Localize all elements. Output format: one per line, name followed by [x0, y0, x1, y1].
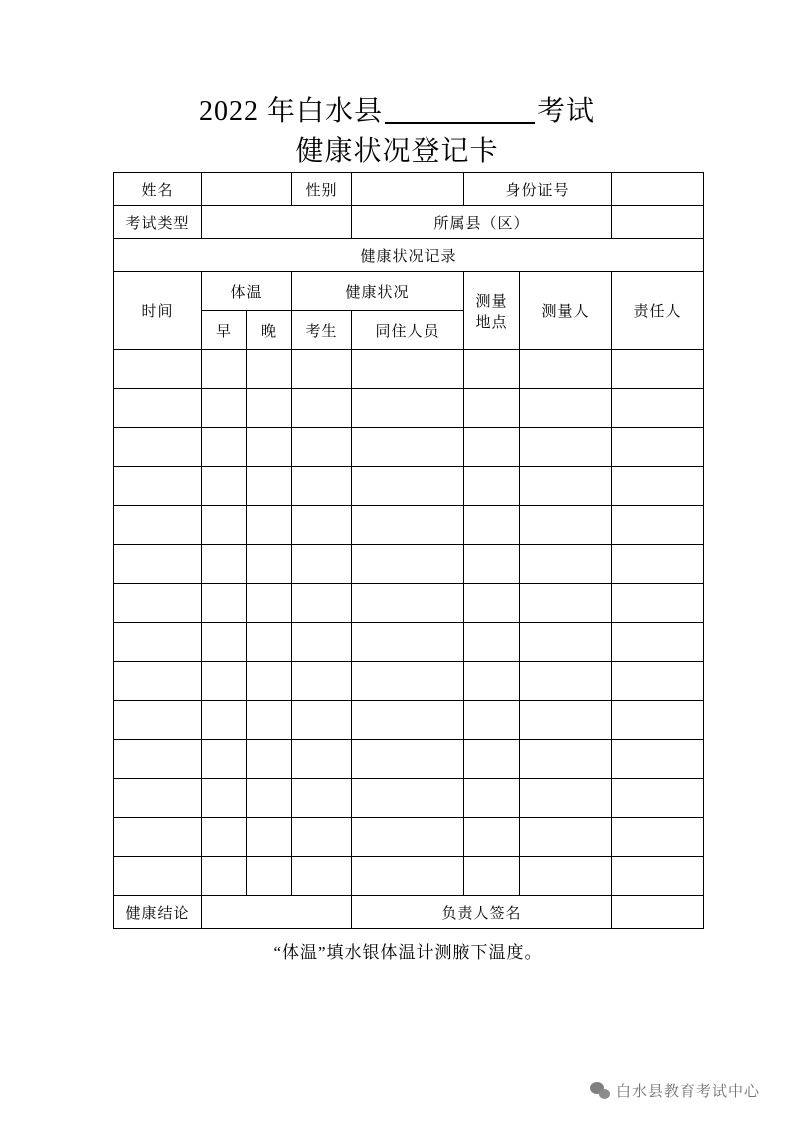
cell-examinee[interactable] — [292, 506, 352, 545]
table-row — [114, 467, 704, 506]
cell-measurer[interactable] — [520, 623, 612, 662]
title-fill-blank — [385, 96, 535, 124]
table-row — [114, 428, 704, 467]
cell-measurer[interactable] — [520, 350, 612, 389]
table-row — [114, 701, 704, 740]
wechat-icon — [590, 1082, 610, 1099]
cell-temp-morning[interactable] — [202, 467, 247, 506]
table-row — [114, 818, 704, 857]
header-measurer: 测量人 — [520, 272, 612, 350]
conclusion-label: 健康结论 — [114, 896, 202, 929]
cell-examinee[interactable] — [292, 389, 352, 428]
table-row — [114, 857, 704, 896]
cell-place[interactable] — [464, 584, 520, 623]
title-line-1 — [0, 92, 794, 132]
gender-field[interactable] — [352, 173, 464, 206]
cell-responsible[interactable] — [612, 662, 704, 701]
gender-label: 性别 — [292, 173, 352, 206]
cell-cohabitant[interactable] — [352, 623, 464, 662]
footer-watermark — [590, 1080, 760, 1101]
cell-temp-morning[interactable] — [202, 623, 247, 662]
cell-temp-evening[interactable] — [247, 545, 292, 584]
cell-temp-morning[interactable] — [202, 779, 247, 818]
header-measure-place-line1: 测量 — [475, 293, 508, 310]
cell-measurer[interactable] — [520, 467, 612, 506]
cell-cohabitant[interactable] — [352, 779, 464, 818]
cell-responsible[interactable] — [612, 623, 704, 662]
cell-examinee[interactable] — [292, 467, 352, 506]
cell-cohabitant[interactable] — [352, 467, 464, 506]
cell-temp-morning[interactable] — [202, 584, 247, 623]
table-row — [114, 506, 704, 545]
cell-temp-morning[interactable] — [202, 389, 247, 428]
name-label: 姓名 — [114, 173, 202, 206]
cell-examinee[interactable] — [292, 428, 352, 467]
table-row-section-header — [114, 239, 704, 272]
header-measure-place — [464, 272, 520, 350]
cell-examinee[interactable] — [292, 584, 352, 623]
cell-measurer[interactable] — [520, 740, 612, 779]
cell-measurer[interactable] — [520, 506, 612, 545]
header-health-examinee: 考生 — [292, 311, 352, 350]
cell-place[interactable] — [464, 545, 520, 584]
table-row — [114, 740, 704, 779]
id-number-label: 身份证号 — [464, 173, 612, 206]
table-row-identity — [114, 173, 704, 206]
cell-examinee[interactable] — [292, 545, 352, 584]
table-row — [114, 350, 704, 389]
signature-label: 负责人签名 — [352, 896, 612, 929]
cell-time[interactable] — [114, 662, 202, 701]
table-row-exam-info — [114, 206, 704, 239]
section-header-health-record: 健康状况记录 — [114, 239, 704, 272]
header-temp-morning: 早 — [202, 311, 247, 350]
cell-place[interactable] — [464, 740, 520, 779]
table-row-conclusion — [114, 896, 704, 929]
cell-temp-morning[interactable] — [202, 506, 247, 545]
cell-temp-evening[interactable] — [247, 818, 292, 857]
header-time: 时间 — [114, 272, 202, 350]
cell-cohabitant[interactable] — [352, 389, 464, 428]
cell-responsible[interactable] — [612, 584, 704, 623]
cell-responsible[interactable] — [612, 779, 704, 818]
cell-place[interactable] — [464, 467, 520, 506]
cell-temp-morning[interactable] — [202, 545, 247, 584]
table-row — [114, 662, 704, 701]
cell-place[interactable] — [464, 779, 520, 818]
table-row — [114, 545, 704, 584]
cell-place[interactable] — [464, 818, 520, 857]
header-measure-place-line2: 地点 — [475, 314, 508, 331]
cell-temp-evening[interactable] — [247, 857, 292, 896]
title-prefix: 2022 年白水县 — [198, 96, 383, 127]
cell-responsible[interactable] — [612, 428, 704, 467]
cell-responsible[interactable] — [612, 389, 704, 428]
conclusion-field[interactable] — [202, 896, 352, 929]
cell-cohabitant[interactable] — [352, 740, 464, 779]
cell-examinee[interactable] — [292, 818, 352, 857]
footer-account-name: 白水县教育考试中心 — [615, 1083, 760, 1100]
health-registration-table — [113, 172, 704, 929]
cell-temp-evening[interactable] — [247, 623, 292, 662]
cell-temp-evening[interactable] — [247, 506, 292, 545]
cell-responsible[interactable] — [612, 506, 704, 545]
header-temp-evening: 晚 — [247, 311, 292, 350]
cell-time[interactable] — [114, 701, 202, 740]
cell-time[interactable] — [114, 467, 202, 506]
cell-cohabitant[interactable] — [352, 350, 464, 389]
cell-temp-evening[interactable] — [247, 467, 292, 506]
cell-temp-evening[interactable] — [247, 350, 292, 389]
cell-examinee[interactable] — [292, 857, 352, 896]
header-health-status: 健康状况 — [292, 272, 464, 311]
id-number-field[interactable] — [612, 173, 704, 206]
cell-temp-evening[interactable] — [247, 584, 292, 623]
cell-time[interactable] — [114, 428, 202, 467]
table-row — [114, 584, 704, 623]
cell-temp-morning[interactable] — [202, 701, 247, 740]
table-row — [114, 389, 704, 428]
cell-measurer[interactable] — [520, 428, 612, 467]
cell-place[interactable] — [464, 350, 520, 389]
cell-measurer[interactable] — [520, 779, 612, 818]
table-row — [114, 623, 704, 662]
cell-place[interactable] — [464, 701, 520, 740]
cell-measurer[interactable] — [520, 389, 612, 428]
name-field[interactable] — [202, 173, 292, 206]
cell-responsible[interactable] — [612, 818, 704, 857]
title-suffix: 考试 — [537, 96, 596, 127]
table-row — [114, 779, 704, 818]
cell-place[interactable] — [464, 428, 520, 467]
cell-cohabitant[interactable] — [352, 428, 464, 467]
cell-examinee[interactable] — [292, 779, 352, 818]
cell-responsible[interactable] — [612, 740, 704, 779]
cell-temp-evening[interactable] — [247, 779, 292, 818]
cell-measurer[interactable] — [520, 701, 612, 740]
cell-examinee[interactable] — [292, 350, 352, 389]
header-health-cohabitant: 同住人员 — [352, 311, 464, 350]
cell-responsible[interactable] — [612, 467, 704, 506]
exam-type-label: 考试类型 — [114, 206, 202, 239]
cell-measurer[interactable] — [520, 662, 612, 701]
county-label: 所属县（区） — [352, 206, 612, 239]
cell-examinee[interactable] — [292, 662, 352, 701]
cell-examinee[interactable] — [292, 701, 352, 740]
cell-responsible[interactable] — [612, 350, 704, 389]
cell-temp-morning[interactable] — [202, 350, 247, 389]
cell-time[interactable] — [114, 857, 202, 896]
cell-time[interactable] — [114, 506, 202, 545]
cell-time[interactable] — [114, 818, 202, 857]
signature-field[interactable] — [612, 896, 704, 929]
cell-temp-morning[interactable] — [202, 428, 247, 467]
cell-temp-morning[interactable] — [202, 818, 247, 857]
header-responsible: 责任人 — [612, 272, 704, 350]
cell-responsible[interactable] — [612, 545, 704, 584]
cell-measurer[interactable] — [520, 818, 612, 857]
cell-place[interactable] — [464, 857, 520, 896]
cell-temp-morning[interactable] — [202, 857, 247, 896]
cell-time[interactable] — [114, 740, 202, 779]
cell-temp-evening[interactable] — [247, 740, 292, 779]
cell-measurer[interactable] — [520, 857, 612, 896]
cell-place[interactable] — [464, 623, 520, 662]
cell-temp-morning[interactable] — [202, 662, 247, 701]
cell-cohabitant[interactable] — [352, 662, 464, 701]
cell-temp-evening[interactable] — [247, 701, 292, 740]
cell-temp-evening[interactable] — [247, 662, 292, 701]
cell-cohabitant[interactable] — [352, 506, 464, 545]
cell-temp-morning[interactable] — [202, 740, 247, 779]
cell-time[interactable] — [114, 779, 202, 818]
cell-responsible[interactable] — [612, 857, 704, 896]
cell-place[interactable] — [464, 662, 520, 701]
cell-examinee[interactable] — [292, 740, 352, 779]
cell-place[interactable] — [464, 506, 520, 545]
cell-cohabitant[interactable] — [352, 818, 464, 857]
cell-cohabitant[interactable] — [352, 857, 464, 896]
cell-examinee[interactable] — [292, 623, 352, 662]
cell-measurer[interactable] — [520, 584, 612, 623]
page-title — [0, 92, 794, 172]
cell-time[interactable] — [114, 584, 202, 623]
cell-time[interactable] — [114, 350, 202, 389]
cell-temp-evening[interactable] — [247, 428, 292, 467]
cell-measurer[interactable] — [520, 545, 612, 584]
cell-cohabitant[interactable] — [352, 545, 464, 584]
county-field[interactable] — [612, 206, 704, 239]
cell-time[interactable] — [114, 623, 202, 662]
cell-cohabitant[interactable] — [352, 584, 464, 623]
header-temperature: 体温 — [202, 272, 292, 311]
cell-responsible[interactable] — [612, 701, 704, 740]
title-line-2: 健康状况登记卡 — [295, 136, 499, 167]
table-header-row-1 — [114, 272, 704, 311]
cell-cohabitant[interactable] — [352, 701, 464, 740]
cell-time[interactable] — [114, 545, 202, 584]
cell-place[interactable] — [464, 389, 520, 428]
exam-type-field[interactable] — [202, 206, 352, 239]
cell-time[interactable] — [114, 389, 202, 428]
cell-temp-evening[interactable] — [247, 389, 292, 428]
footnote-text: “体温”填水银体温计测腋下温度。 — [273, 943, 543, 962]
